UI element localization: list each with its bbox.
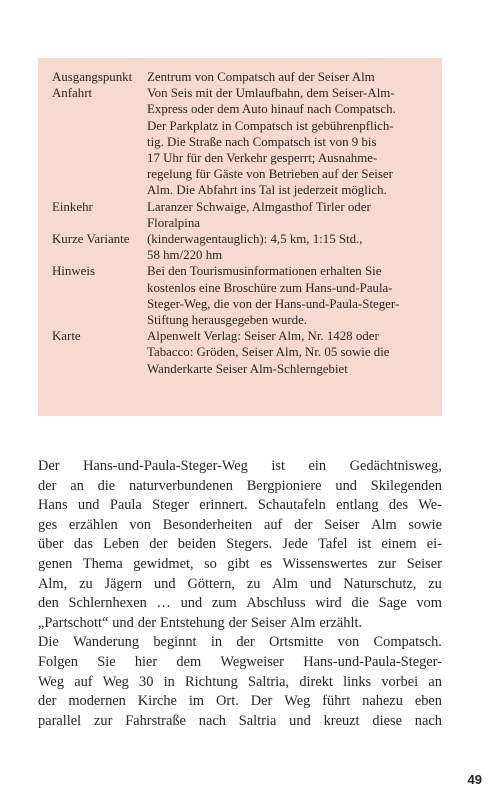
body-word: und	[77, 497, 100, 514]
body-word: und	[309, 575, 332, 592]
body-line	[38, 457, 442, 477]
body-word: …	[156, 595, 171, 612]
info-label: Kurze Variante	[52, 232, 130, 247]
body-word: zu	[246, 575, 261, 592]
body-word: die	[97, 477, 116, 494]
body-word: beiden	[177, 536, 217, 553]
body-word: Tafel	[318, 536, 348, 553]
body-word: Alm	[272, 575, 298, 592]
info-value-line: Der Parkplatz in Compatsch ist gebührenpflich-	[147, 118, 394, 133]
body-line	[38, 496, 442, 516]
body-text	[38, 457, 442, 731]
body-word: Weg	[284, 693, 311, 710]
body-word: Weg	[102, 673, 129, 690]
body-word: Fahrstraße	[125, 712, 186, 729]
body-word: zu	[79, 575, 93, 592]
body-line	[38, 575, 442, 595]
body-word: an	[428, 673, 442, 690]
info-value-line: Zentrum von Compatsch auf der Seiser Alm	[147, 70, 375, 84]
body-word: naturverbundenen	[129, 477, 233, 494]
body-word: und	[112, 614, 134, 631]
body-word: Entstehung	[159, 614, 225, 631]
body-word: zur	[93, 712, 113, 729]
body-word: Compatsch.	[373, 634, 442, 651]
body-word: führt	[322, 693, 351, 710]
body-word: so	[204, 555, 217, 572]
body-word: Leben	[103, 536, 140, 553]
info-value-line: Von Seis mit der Umlaufbahn, dem Seiser-Alm-	[147, 86, 395, 101]
info-value-line: Wanderkarte Seiser Alm-Schlerngebiet	[147, 361, 348, 376]
body-word: Seiser	[324, 516, 360, 533]
body-word: von	[337, 634, 360, 651]
body-word: vom	[416, 595, 442, 612]
body-word: Wissenswertes	[282, 555, 368, 572]
body-word: Der	[38, 458, 60, 474]
info-value	[147, 231, 432, 263]
info-value-line: Alpenwelt Verlag: Seiser Alm, Nr. 1428 oder	[147, 329, 379, 344]
body-word: vorbei	[381, 673, 419, 690]
body-word: des	[388, 497, 409, 514]
body-word: und	[335, 477, 357, 494]
info-value-line: Laranzer Schwaige, Almgasthof Tirler oder	[147, 199, 371, 214]
body-word: Jede	[282, 536, 308, 553]
body-word: in	[210, 634, 223, 651]
body-word: über	[38, 536, 64, 553]
info-value-line: (kinderwagentauglich): 4,5 km, 1:15 Std.,	[147, 232, 363, 247]
body-word: Hans-und-Paula-Steger-Weg	[83, 458, 248, 474]
body-word: Besonderheiten	[162, 516, 253, 533]
body-word: erzählt.	[319, 614, 363, 631]
info-value-line: tig. Die Straße nach Compatsch ist von 9 bis	[147, 134, 377, 149]
body-word: Steger	[152, 497, 189, 514]
body-word: Paula	[109, 497, 142, 514]
info-value	[147, 263, 432, 328]
info-value	[147, 199, 432, 231]
body-word: die	[351, 595, 369, 612]
body-word: Alm	[371, 516, 397, 533]
body-line	[38, 594, 442, 614]
body-word: gewidmet,	[133, 555, 194, 572]
body-word: Sage	[378, 595, 407, 612]
body-word: entlang	[336, 497, 379, 514]
body-word: 30	[139, 673, 154, 690]
body-word: Kirche	[137, 693, 177, 710]
body-word: diese	[372, 712, 402, 729]
body-line	[38, 633, 442, 653]
body-word: Gedächtnisweg,	[349, 458, 442, 474]
body-word: der	[38, 477, 57, 494]
body-word: erinnert.	[199, 497, 248, 514]
info-value-line: regelung für Gäste von Betrieben auf der Seiser	[147, 167, 393, 182]
body-line	[38, 712, 442, 732]
body-word: kreuzt	[323, 712, 360, 729]
body-line	[38, 692, 442, 712]
body-word: den	[38, 595, 59, 612]
info-label: Einkehr	[52, 199, 93, 214]
body-word: Wanderung	[73, 634, 140, 651]
body-word: „Partschott“	[38, 614, 109, 631]
body-word: Alm,	[38, 575, 68, 592]
body-word: Stegers.	[226, 536, 273, 553]
info-row	[52, 263, 432, 328]
body-word: Schlernhexen	[68, 595, 147, 612]
info-value-line: Bei den Tourismusinformationen erhalten Sie	[147, 264, 382, 279]
body-word: es	[260, 555, 273, 572]
info-row	[52, 69, 432, 85]
body-word: Alm	[289, 614, 316, 631]
body-word: und	[153, 575, 176, 592]
body-word: Seiser	[406, 555, 442, 572]
body-word: ei-	[426, 536, 442, 553]
body-word: einem	[381, 536, 417, 553]
body-word: das	[73, 536, 93, 553]
body-word: in	[163, 673, 175, 690]
body-word: und	[289, 712, 311, 729]
body-line	[38, 653, 442, 673]
body-word: Skilegenden	[370, 477, 442, 494]
body-word: beginnt	[153, 634, 197, 651]
body-word: Wegweiser	[220, 653, 284, 670]
body-word: We-	[418, 497, 442, 514]
body-word: der	[38, 693, 57, 710]
info-value-line: kostenlos eine Broschüre zum Hans-und-Paula-	[147, 280, 393, 295]
body-word: hier	[134, 653, 158, 670]
body-word: Hans-und-Paula-Steger-	[303, 653, 442, 670]
body-line	[38, 535, 442, 555]
info-value-line: Express oder dem Auto hinauf nach Compatsch.	[147, 102, 396, 117]
body-word: an	[70, 477, 84, 494]
body-word: auf	[74, 673, 93, 690]
info-value	[147, 69, 432, 85]
body-line	[38, 516, 442, 536]
body-word: der	[149, 536, 168, 553]
body-word: Saltria	[238, 712, 277, 729]
body-word: direkt	[299, 673, 333, 690]
body-word: sowie	[408, 516, 442, 533]
info-row	[52, 231, 432, 263]
info-value-line: Stiftung herausgegeben wurde.	[147, 313, 308, 328]
body-word: genen	[38, 555, 73, 572]
body-word: Abschluss	[246, 595, 306, 612]
body-word: Sie	[97, 653, 116, 670]
body-word: zum	[211, 595, 237, 612]
body-word: der	[294, 516, 313, 533]
info-row	[52, 85, 432, 198]
info-label: Anfahrt	[52, 86, 93, 101]
body-word: modernen	[68, 693, 126, 710]
body-word: Jägern	[104, 575, 143, 592]
tour-info-box	[38, 58, 442, 416]
body-word: ist	[357, 536, 372, 553]
body-word: der	[228, 614, 247, 631]
info-row	[52, 199, 432, 231]
body-word: dem	[176, 653, 202, 670]
info-row	[52, 328, 432, 377]
body-line	[38, 477, 442, 497]
info-value-line: Alm. Die Abfahrt ins Tal ist jederzeit möglich.	[147, 183, 387, 198]
body-word: ein	[308, 458, 327, 474]
body-word: gibt	[227, 555, 250, 572]
body-word: nach	[414, 712, 442, 729]
body-word: der	[236, 634, 255, 651]
body-word: Naturschutz,	[343, 575, 417, 592]
info-label: Karte	[52, 329, 81, 344]
body-word: Folgen	[38, 653, 78, 670]
info-value	[147, 85, 432, 198]
body-word: Der	[250, 693, 273, 710]
body-word: Göttern,	[187, 575, 235, 592]
body-word: von	[129, 516, 151, 533]
body-word: nach	[198, 712, 226, 729]
body-word: zur	[377, 555, 397, 572]
body-word: Weg	[38, 673, 65, 690]
body-word: der	[137, 614, 157, 631]
body-word: Thema	[82, 555, 123, 572]
info-value	[147, 328, 432, 377]
body-word: Bergpioniere	[246, 477, 322, 494]
page-number: 49	[467, 772, 482, 787]
body-word: und	[180, 595, 203, 612]
body-word: ges	[38, 516, 58, 533]
body-word: links	[343, 673, 372, 690]
body-word: Die	[38, 634, 59, 651]
body-word: Ort.	[216, 693, 239, 710]
body-line	[38, 614, 442, 634]
body-word: Richtung	[185, 673, 238, 690]
body-word: nahezu	[362, 693, 403, 710]
body-word: eben	[414, 693, 442, 710]
body-word: Ortsmitte	[269, 634, 324, 651]
body-line	[38, 673, 442, 693]
body-word: wird	[315, 595, 342, 612]
body-word: parallel	[38, 712, 82, 729]
body-word: Seiser	[250, 614, 286, 631]
info-value-line: 58 hm/220 hm	[147, 248, 223, 263]
body-line	[38, 555, 442, 575]
info-value-line: 17 Uhr für den Verkehr gesperrt; Ausnahme-	[147, 151, 378, 166]
body-word: Hans	[38, 497, 68, 514]
body-word: erzählen	[68, 516, 118, 533]
body-word: Schautafeln	[257, 497, 326, 514]
body-word: Saltria,	[247, 673, 290, 690]
info-label: Ausgangspunkt	[52, 70, 133, 84]
body-word: auf	[263, 516, 283, 533]
body-word: zu	[428, 575, 442, 592]
info-value-line: Steger-Weg, die von der Hans-und-Paula-Steger-	[147, 296, 400, 311]
info-value-line: Floralpina	[147, 215, 200, 230]
body-word: ist	[271, 458, 286, 474]
info-label: Hinweis	[52, 264, 95, 279]
body-word: im	[188, 693, 205, 710]
info-value-line: Tabacco: Gröden, Seiser Alm, Nr. 05 sowie die	[147, 345, 390, 360]
